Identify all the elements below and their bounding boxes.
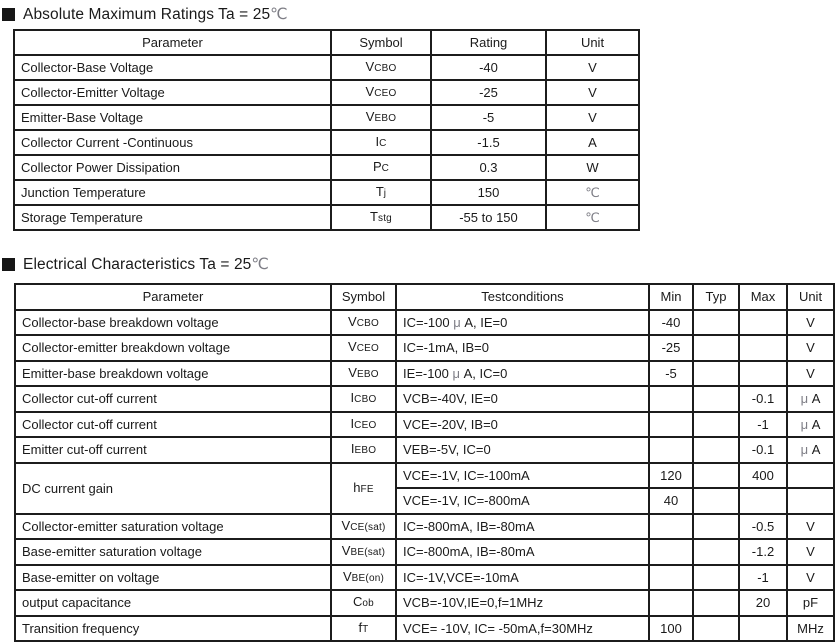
table-row bbox=[14, 180, 639, 205]
symbol-base: V bbox=[341, 517, 351, 533]
col-header-symbol: Symbol bbox=[331, 284, 396, 310]
table-row bbox=[15, 437, 834, 463]
typ-cell bbox=[693, 463, 739, 489]
unit-cell: V bbox=[546, 55, 639, 80]
table-row bbox=[15, 412, 834, 438]
section-bullet-icon bbox=[2, 258, 15, 271]
symbol-subscript: BE(sat) bbox=[350, 547, 386, 559]
max-cell: 400 bbox=[739, 463, 787, 489]
symbol-cell bbox=[331, 80, 431, 105]
electrical-table bbox=[14, 283, 835, 642]
table-row bbox=[15, 565, 834, 591]
symbol-base: P bbox=[372, 159, 382, 174]
min-cell bbox=[649, 565, 693, 591]
min-cell: -40 bbox=[649, 310, 693, 336]
abs-max-title-text: Absolute Maximum Ratings Ta = 25℃ bbox=[23, 6, 288, 23]
max-cell: -1.2 bbox=[739, 539, 787, 565]
table-row bbox=[15, 590, 834, 616]
parameter-cell: Collector-emitter saturation voltage bbox=[15, 514, 331, 540]
rating-cell: 0.3 bbox=[431, 155, 546, 180]
symbol-cell bbox=[331, 310, 396, 336]
col-header-rating: Rating bbox=[431, 30, 546, 55]
min-cell bbox=[649, 386, 693, 412]
max-cell bbox=[739, 310, 787, 336]
table-row bbox=[14, 155, 639, 180]
col-header-testconditions: Testconditions bbox=[396, 284, 649, 310]
unit-cell: V bbox=[787, 335, 834, 361]
rating-cell: -55 to 150 bbox=[431, 205, 546, 230]
table-row bbox=[15, 386, 834, 412]
symbol-subscript: stg bbox=[378, 213, 392, 224]
unit-cell bbox=[787, 488, 834, 514]
max-cell: -1 bbox=[739, 565, 787, 591]
typ-cell bbox=[693, 565, 739, 591]
symbol-subscript: CEO bbox=[374, 88, 397, 99]
symbol-base: I bbox=[350, 441, 355, 457]
symbol-subscript: CBO bbox=[356, 317, 379, 329]
typ-cell bbox=[693, 437, 739, 463]
unit-cell bbox=[787, 463, 834, 489]
micro-symbol: μ bbox=[800, 416, 809, 432]
typ-cell bbox=[693, 335, 739, 361]
parameter-cell: DC current gain bbox=[15, 463, 331, 514]
max-cell: -1 bbox=[739, 412, 787, 438]
micro-symbol: μ bbox=[800, 442, 809, 458]
col-header-max: Max bbox=[739, 284, 787, 310]
parameter-cell: Storage Temperature bbox=[14, 205, 331, 230]
typ-cell bbox=[693, 539, 739, 565]
max-cell bbox=[739, 616, 787, 642]
typ-cell bbox=[693, 310, 739, 336]
symbol-subscript: CBO bbox=[354, 394, 377, 406]
unit-cell: V bbox=[787, 514, 834, 540]
symbol-cell bbox=[331, 55, 431, 80]
testconditions-cell: IC=-1mA, IB=0 bbox=[396, 335, 649, 361]
celsius-symbol: ℃ bbox=[251, 256, 269, 273]
rating-cell: -40 bbox=[431, 55, 546, 80]
testconditions-cell: VEB=-5V, IC=0 bbox=[396, 437, 649, 463]
testconditions-cell: VCE= -10V, IC= -50mA,f=30MHz bbox=[396, 616, 649, 642]
testconditions-cell: IC=-1V,VCE=-10mA bbox=[396, 565, 649, 591]
parameter-cell: Emitter-base breakdown voltage bbox=[15, 361, 331, 387]
table-row bbox=[15, 463, 834, 489]
unit-cell: V bbox=[787, 565, 834, 591]
unit-cell: MHz bbox=[787, 616, 834, 642]
table-row bbox=[14, 55, 639, 80]
symbol-base: C bbox=[353, 594, 363, 610]
max-cell: 20 bbox=[739, 590, 787, 616]
unit-cell bbox=[546, 205, 639, 230]
testconditions-cell: VCB=-10V,IE=0,f=1MHz bbox=[396, 590, 649, 616]
testconditions-cell: IC=-800mA, IB=-80mA bbox=[396, 514, 649, 540]
symbol-subscript: CE(sat) bbox=[350, 521, 386, 533]
symbol-cell bbox=[331, 386, 396, 412]
max-cell bbox=[739, 335, 787, 361]
unit-cell: A bbox=[546, 130, 639, 155]
unit-cell: μ A bbox=[787, 386, 834, 412]
testconditions-cell: IC=-100 μ A, IE=0 bbox=[396, 310, 649, 336]
rating-cell: -25 bbox=[431, 80, 546, 105]
col-header-typ: Typ bbox=[693, 284, 739, 310]
symbol-subscript: EBO bbox=[354, 445, 377, 457]
col-header-unit: Unit bbox=[546, 30, 639, 55]
symbol-base: V bbox=[365, 109, 375, 124]
unit-cell: V bbox=[787, 310, 834, 336]
symbol-subscript: BE(on) bbox=[351, 572, 384, 584]
micro-symbol: μ bbox=[452, 365, 461, 381]
table-row bbox=[15, 335, 834, 361]
symbol-cell bbox=[331, 361, 396, 387]
parameter-cell: Emitter-Base Voltage bbox=[14, 105, 331, 130]
min-cell: 40 bbox=[649, 488, 693, 514]
rating-cell: 150 bbox=[431, 180, 546, 205]
parameter-cell: Collector cut-off current bbox=[15, 412, 331, 438]
parameter-cell: Collector-Emitter Voltage bbox=[14, 80, 331, 105]
parameter-cell: Collector Current -Continuous bbox=[14, 130, 331, 155]
testconditions-cell: VCE=-1V, IC=-100mA bbox=[396, 463, 649, 489]
symbol-cell bbox=[331, 335, 396, 361]
typ-cell bbox=[693, 386, 739, 412]
table-row bbox=[14, 130, 639, 155]
symbol-base: I bbox=[350, 390, 355, 406]
max-cell: -0.1 bbox=[739, 437, 787, 463]
celsius-symbol: ℃ bbox=[585, 210, 600, 225]
max-cell bbox=[739, 488, 787, 514]
parameter-cell: Emitter cut-off current bbox=[15, 437, 331, 463]
symbol-base: V bbox=[348, 313, 357, 329]
symbol-base: f bbox=[358, 619, 363, 635]
symbol-base: T bbox=[370, 209, 378, 224]
min-cell bbox=[649, 412, 693, 438]
symbol-base: V bbox=[348, 339, 357, 355]
symbol-subscript: C bbox=[379, 138, 387, 149]
table-row bbox=[15, 361, 834, 387]
table-row bbox=[15, 539, 834, 565]
max-cell bbox=[739, 361, 787, 387]
symbol-cell bbox=[331, 155, 431, 180]
symbol-base: V bbox=[365, 59, 375, 74]
testconditions-cell: IC=-800mA, IB=-80mA bbox=[396, 539, 649, 565]
abs-max-header-row bbox=[14, 30, 639, 55]
symbol-cell bbox=[331, 616, 396, 642]
col-header-parameter: Parameter bbox=[14, 30, 331, 55]
celsius-symbol: ℃ bbox=[270, 6, 288, 23]
symbol-subscript: j bbox=[383, 188, 387, 199]
unit-cell: W bbox=[546, 155, 639, 180]
symbol-subscript: CBO bbox=[374, 63, 397, 74]
rating-cell: -5 bbox=[431, 105, 546, 130]
symbol-cell bbox=[331, 590, 396, 616]
rating-cell: -1.5 bbox=[431, 130, 546, 155]
symbol-cell bbox=[331, 463, 396, 514]
symbol-base: V bbox=[343, 568, 352, 584]
parameter-cell: Transition frequency bbox=[15, 616, 331, 642]
min-cell: -5 bbox=[649, 361, 693, 387]
unit-cell bbox=[546, 180, 639, 205]
electrical-table-body bbox=[15, 310, 834, 642]
symbol-subscript: EBO bbox=[374, 113, 397, 124]
symbol-base: T bbox=[375, 184, 384, 199]
testconditions-cell: IE=-100 μ A, IC=0 bbox=[396, 361, 649, 387]
max-cell: -0.1 bbox=[739, 386, 787, 412]
symbol-cell bbox=[331, 130, 431, 155]
typ-cell bbox=[693, 361, 739, 387]
testconditions-cell: VCE=-1V, IC=-800mA bbox=[396, 488, 649, 514]
electrical-section-title bbox=[2, 255, 269, 274]
symbol-subscript: FE bbox=[360, 483, 374, 495]
typ-cell bbox=[693, 514, 739, 540]
electrical-title-text: Electrical Characteristics Ta = 25℃ bbox=[23, 256, 269, 273]
min-cell bbox=[649, 539, 693, 565]
symbol-base: h bbox=[353, 479, 361, 495]
abs-max-table bbox=[13, 29, 640, 231]
parameter-cell: Collector-base breakdown voltage bbox=[15, 310, 331, 336]
symbol-cell bbox=[331, 205, 431, 230]
symbol-base: V bbox=[348, 364, 357, 380]
symbol-subscript: EBO bbox=[356, 368, 379, 380]
min-cell: -25 bbox=[649, 335, 693, 361]
col-header-parameter: Parameter bbox=[15, 284, 331, 310]
symbol-subscript: CEO bbox=[356, 343, 379, 355]
parameter-cell: Junction Temperature bbox=[14, 180, 331, 205]
min-cell bbox=[649, 590, 693, 616]
unit-cell: V bbox=[546, 80, 639, 105]
section-bullet-icon bbox=[2, 8, 15, 21]
parameter-cell: Base-emitter saturation voltage bbox=[15, 539, 331, 565]
max-cell: -0.5 bbox=[739, 514, 787, 540]
col-header-symbol: Symbol bbox=[331, 30, 431, 55]
unit-cell: V bbox=[787, 361, 834, 387]
symbol-cell bbox=[331, 105, 431, 130]
min-cell bbox=[649, 437, 693, 463]
table-row bbox=[15, 616, 834, 642]
symbol-subscript: ob bbox=[362, 598, 374, 610]
micro-symbol: μ bbox=[800, 391, 809, 407]
parameter-cell: Collector-emitter breakdown voltage bbox=[15, 335, 331, 361]
symbol-cell bbox=[331, 412, 396, 438]
testconditions-cell: VCE=-20V, IB=0 bbox=[396, 412, 649, 438]
symbol-base: V bbox=[365, 84, 375, 99]
symbol-subscript: T bbox=[362, 623, 369, 635]
parameter-cell: Collector-Base Voltage bbox=[14, 55, 331, 80]
table-row bbox=[14, 105, 639, 130]
min-cell: 120 bbox=[649, 463, 693, 489]
symbol-cell bbox=[331, 437, 396, 463]
symbol-base: V bbox=[341, 543, 351, 559]
symbol-base: I bbox=[375, 134, 380, 149]
min-cell bbox=[649, 514, 693, 540]
parameter-cell: Collector Power Dissipation bbox=[14, 155, 331, 180]
table-row bbox=[14, 80, 639, 105]
col-header-min: Min bbox=[649, 284, 693, 310]
abs-max-section-title bbox=[2, 5, 288, 24]
electrical-header-row bbox=[15, 284, 834, 310]
symbol-subscript: C bbox=[381, 163, 390, 174]
parameter-cell: Collector cut-off current bbox=[15, 386, 331, 412]
table-row bbox=[15, 514, 834, 540]
typ-cell bbox=[693, 412, 739, 438]
parameter-cell: Base-emitter on voltage bbox=[15, 565, 331, 591]
col-header-unit: Unit bbox=[787, 284, 834, 310]
symbol-cell bbox=[331, 539, 396, 565]
unit-cell: pF bbox=[787, 590, 834, 616]
testconditions-cell: VCB=-40V, IE=0 bbox=[396, 386, 649, 412]
table-row bbox=[15, 310, 834, 336]
symbol-cell bbox=[331, 565, 396, 591]
unit-cell: μ A bbox=[787, 437, 834, 463]
symbol-cell bbox=[331, 180, 431, 205]
typ-cell bbox=[693, 590, 739, 616]
symbol-base: I bbox=[350, 415, 355, 431]
symbol-subscript: CEO bbox=[354, 419, 377, 431]
unit-cell: V bbox=[546, 105, 639, 130]
micro-symbol: μ bbox=[453, 314, 461, 330]
min-cell: 100 bbox=[649, 616, 693, 642]
celsius-symbol: ℃ bbox=[585, 185, 600, 200]
symbol-cell bbox=[331, 514, 396, 540]
parameter-cell: output capacitance bbox=[15, 590, 331, 616]
unit-cell: V bbox=[787, 539, 834, 565]
table-row bbox=[14, 205, 639, 230]
unit-cell: μ A bbox=[787, 412, 834, 438]
typ-cell bbox=[693, 488, 739, 514]
typ-cell bbox=[693, 616, 739, 642]
abs-max-table-body bbox=[14, 55, 639, 230]
